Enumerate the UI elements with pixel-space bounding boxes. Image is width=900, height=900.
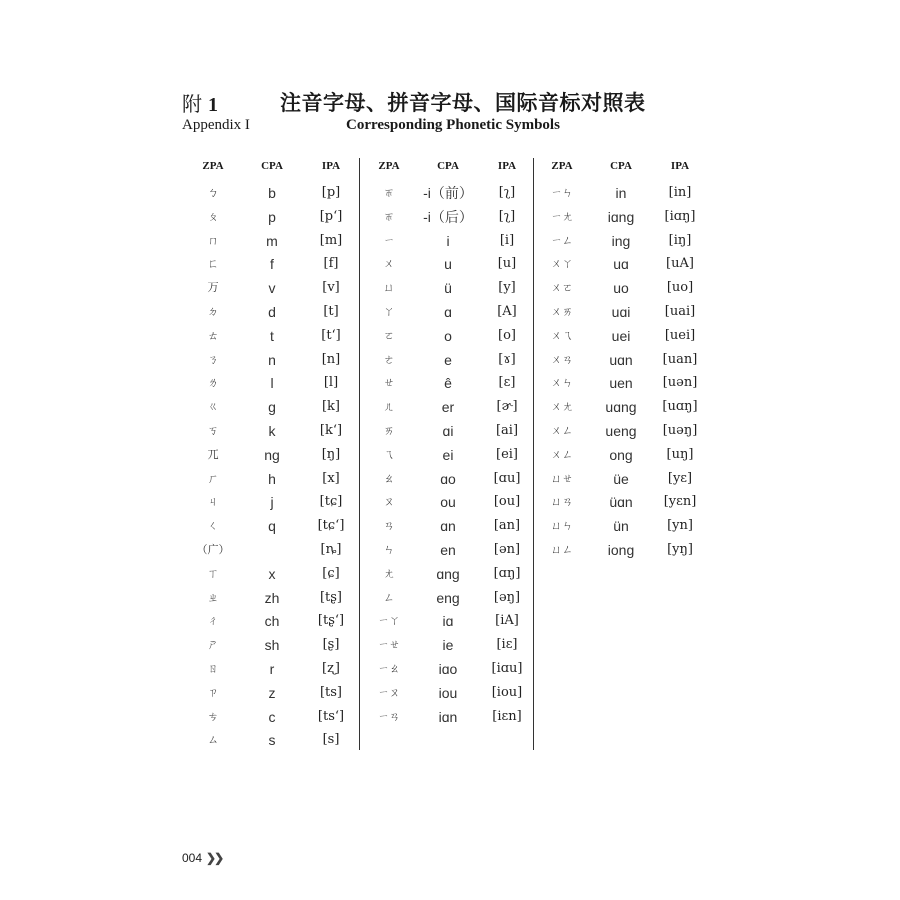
cpa-cell: uen	[609, 375, 633, 392]
cpa-cell: ng	[264, 446, 280, 463]
cpa-cell: sh	[264, 637, 280, 654]
zpa-cell: ㄙ	[207, 733, 219, 747]
ipa-cell: [ən]	[493, 541, 521, 557]
zpa-cell: ㄟ	[383, 447, 395, 461]
cpa-cell: üɑn	[609, 494, 633, 511]
ipa-cell: [an]	[493, 518, 521, 534]
cpa-cell: uɑng	[605, 399, 637, 416]
zpa-cell: ㄔ	[207, 614, 219, 628]
zpa-cell: ㄧㄝ	[378, 638, 400, 652]
ipa-cell: [ɛ]	[498, 375, 516, 391]
zpa-cell: ㄩㄣ	[551, 519, 573, 533]
zpa-cell: ㄧㄚ	[378, 614, 400, 628]
cpa-cell: iɑng	[607, 208, 635, 225]
zpa-cell: ㄨㄚ	[551, 257, 573, 271]
zpa-cell: ㄧㄥ	[551, 233, 573, 247]
column-header-cpa: CPA	[437, 160, 459, 172]
ipa-cell: [ts]	[319, 684, 343, 700]
ipa-cell: [ei]	[496, 446, 518, 462]
ipa-cell: [ai]	[495, 422, 519, 438]
cpa-cell: e	[444, 351, 452, 368]
cpa-cell: ɑo	[440, 470, 456, 487]
zpa-cell: ㄥ	[383, 590, 395, 604]
ipa-cell: [iɑŋ]	[664, 208, 696, 224]
cpa-cell: ou	[440, 494, 456, 511]
cpa-cell: u	[444, 256, 452, 273]
cpa-cell: uɑi	[611, 303, 631, 320]
cpa-cell: t	[270, 327, 274, 344]
zpa-cell: ㄏ	[207, 471, 219, 485]
zpa-cell: ㄨㄟ	[551, 328, 573, 342]
ipa-cell: [ɑŋ]	[493, 565, 521, 581]
cpa-cell: n	[268, 351, 276, 368]
zpa-cell: ㄧㄠ	[378, 661, 400, 675]
ipa-cell: [pʻ]	[319, 208, 343, 224]
ipa-cell: [ɚ]	[496, 399, 518, 415]
cpa-cell: i	[446, 232, 450, 249]
cpa-cell: m	[266, 232, 278, 249]
chevron-right-icon: ❯❯	[206, 851, 223, 865]
cpa-cell: o	[444, 327, 452, 344]
zpa-cell: ㄑ	[207, 519, 219, 533]
ipa-cell: [i]	[499, 232, 515, 248]
cpa-cell: uo	[613, 280, 629, 297]
zpa-cell: ㄨㄥ	[551, 447, 573, 461]
cpa-cell: ü	[444, 280, 452, 297]
cpa-cell: g	[268, 399, 276, 416]
ipa-cell: [iɛn]	[492, 708, 522, 724]
zpa-cell: ㄐ	[207, 495, 219, 509]
zpa-cell: ㄉ	[207, 304, 219, 318]
column-header-ipa: IPA	[321, 160, 341, 172]
zpa-cell: ㄨㄥ	[551, 423, 573, 437]
cpa-cell: eng	[436, 589, 460, 606]
zpa-cell: ㄗ	[207, 685, 219, 699]
zpa-cell: ㄣ	[383, 542, 395, 556]
cpa-cell: uɑ	[613, 256, 629, 273]
column-header-cpa: CPA	[610, 160, 632, 172]
ipa-cell: [ɤ]	[498, 351, 516, 367]
zpa-cell: ㄨ	[383, 257, 395, 271]
zpa-cell: ㄇ	[207, 233, 219, 247]
ipa-cell: [m]	[319, 232, 343, 248]
ipa-cell: [ɑu]	[493, 470, 521, 486]
ipa-cell: [kʻ]	[319, 422, 343, 438]
ipa-cell: [n]	[321, 351, 341, 367]
column-header-ipa: IPA	[497, 160, 517, 172]
cpa-cell: uɑn	[609, 351, 633, 368]
cpa-cell: üe	[613, 470, 629, 487]
page-footer	[182, 851, 222, 865]
ipa-cell: [ʐ]	[322, 660, 340, 676]
zpa-cell: ㄩㄢ	[551, 495, 573, 509]
zpa-cell: ㄧㄡ	[378, 685, 400, 699]
zpa-cell: ㄧ	[383, 233, 395, 247]
zpa-cell: ㄩㄝ	[551, 471, 573, 485]
zpa-cell: ㄒ	[207, 566, 219, 580]
zpa-cell: ㄭ	[383, 209, 395, 223]
cpa-cell: uei	[611, 327, 631, 344]
ipa-cell: [yŋ]	[667, 541, 693, 557]
cpa-cell: l	[270, 375, 274, 392]
zpa-cell: ㄨㄤ	[551, 400, 573, 414]
cpa-cell: ong	[609, 446, 633, 463]
ipa-cell: [uan]	[662, 351, 698, 367]
ipa-cell: [ŋ]	[321, 446, 341, 462]
ipa-cell: [x]	[322, 470, 340, 486]
cpa-cell: z	[268, 684, 276, 701]
page-number: 004	[182, 851, 203, 865]
zpa-cell: ㄨㄢ	[551, 352, 573, 366]
zpa-cell: ㄤ	[383, 566, 395, 580]
cpa-cell: r	[269, 660, 275, 677]
ipa-cell: [ȵ]	[320, 541, 342, 557]
zpa-cell: ㄩ	[383, 281, 395, 295]
column-header-zpa: ZPA	[202, 160, 224, 172]
cpa-cell: j	[270, 494, 274, 511]
zpa-cell: ㄛ	[383, 328, 395, 342]
cpa-cell: d	[268, 303, 276, 320]
column-divider	[533, 158, 534, 750]
ipa-cell: [v]	[322, 280, 340, 296]
cpa-cell: ɑ	[444, 303, 452, 320]
cpa-cell: s	[268, 732, 276, 749]
zpa-cell: ㄡ	[383, 495, 395, 509]
ipa-cell: [yn]	[667, 518, 693, 534]
cpa-cell: ing	[611, 232, 631, 249]
cpa-cell: q	[268, 518, 276, 535]
ipa-cell: [yɛ]	[667, 470, 693, 486]
cpa-cell: er	[441, 399, 455, 416]
zpa-cell: ㄨㄛ	[551, 281, 573, 295]
cpa-cell: ɑng	[436, 565, 460, 582]
ipa-cell: [tɕʻ]	[317, 518, 345, 534]
cpa-cell: en	[440, 541, 456, 558]
ipa-cell: [iɑu]	[491, 660, 523, 676]
cpa-cell: iou	[438, 684, 458, 701]
ipa-cell: [iŋ]	[668, 232, 692, 248]
cpa-cell: x	[268, 565, 276, 582]
column-header-zpa: ZPA	[378, 160, 400, 172]
page-title-cn: 注音字母、拼音字母、国际音标对照表	[280, 91, 646, 115]
zpa-cell: ㄜ	[383, 352, 395, 366]
zpa-cell: ㄓ	[207, 590, 219, 604]
zpa-cell: ㄦ	[383, 400, 395, 414]
ipa-cell: [uŋ]	[666, 446, 694, 462]
cpa-cell: zh	[264, 589, 280, 606]
zpa-cell: ㄧㄢ	[378, 709, 400, 723]
ipa-cell: [p]	[321, 185, 341, 200]
zpa-cell: （ㄬ）	[196, 542, 230, 556]
cpa-cell: ê	[444, 375, 452, 392]
cpa-cell: ch	[264, 613, 280, 630]
ipa-cell: [tʂ]	[319, 589, 343, 605]
ipa-cell: [ʂ]	[322, 637, 340, 653]
cpa-cell: -i（后）	[423, 208, 473, 225]
ipa-cell: [tsʻ]	[317, 708, 345, 724]
cpa-cell: -i（前）	[423, 185, 473, 201]
zpa-cell: ㄫ	[207, 447, 219, 461]
zpa-cell: ㄝ	[383, 376, 395, 390]
ipa-cell: [yɛn]	[663, 494, 697, 510]
appendix-label-en: Appendix I	[182, 117, 250, 133]
ipa-cell: [y]	[498, 280, 516, 296]
zpa-cell: ㄖ	[207, 661, 219, 675]
zpa-cell: ㄊ	[207, 328, 219, 342]
zpa-cell: ㄠ	[383, 471, 395, 485]
ipa-cell: [uei]	[664, 327, 696, 343]
ipa-cell: [in]	[668, 185, 692, 200]
cpa-cell: iɑn	[438, 708, 458, 725]
zpa-cell: ㄎ	[207, 423, 219, 437]
ipa-cell: [tʂʻ]	[317, 613, 345, 629]
ipa-cell: [ʅ]	[498, 208, 516, 224]
ipa-cell: [f]	[323, 256, 339, 272]
ipa-cell: [ʅ]	[498, 185, 516, 200]
zpa-cell: ㄆ	[207, 209, 219, 223]
cpa-cell: k	[268, 422, 276, 439]
cpa-cell: iong	[607, 541, 635, 558]
column-divider	[359, 158, 360, 750]
ipa-cell: [uai]	[664, 303, 696, 319]
zpa-cell: ㄋ	[207, 352, 219, 366]
cpa-cell: in	[615, 185, 627, 201]
ipa-cell: [ou]	[493, 494, 521, 510]
zpa-cell: ㄧㄤ	[551, 209, 573, 223]
ipa-cell: [s]	[322, 732, 340, 748]
cpa-cell: ie	[442, 637, 454, 654]
zpa-cell: ㄅ	[207, 186, 219, 199]
ipa-cell: [l]	[323, 375, 339, 391]
zpa-cell: ㄭ	[383, 186, 395, 199]
cpa-cell: b	[268, 185, 276, 201]
cpa-cell: v	[268, 280, 276, 297]
ipa-cell: [uA]	[666, 256, 694, 272]
zpa-cell: ㄘ	[207, 709, 219, 723]
ipa-cell: [o]	[498, 327, 516, 343]
ipa-cell: [A]	[497, 303, 517, 319]
ipa-cell: [uəŋ]	[662, 422, 698, 438]
column-header-cpa: CPA	[261, 160, 283, 172]
cpa-cell: h	[268, 470, 276, 487]
ipa-cell: [uo]	[666, 280, 694, 296]
zpa-cell: ㄞ	[383, 423, 395, 437]
ipa-cell: [əŋ]	[493, 589, 521, 605]
ipa-cell: [iɛ]	[496, 637, 518, 653]
zpa-cell: ㄌ	[207, 376, 219, 390]
ipa-cell: [tɕ]	[319, 494, 343, 510]
cpa-cell: c	[268, 708, 276, 725]
zpa-cell: ㄕ	[207, 638, 219, 652]
zpa-cell: ㄩㄥ	[551, 542, 573, 556]
column-header-ipa: IPA	[670, 160, 690, 172]
zpa-cell: ㄨㄣ	[551, 376, 573, 390]
ipa-cell: [ɕ]	[322, 565, 340, 581]
cpa-cell: p	[268, 208, 276, 225]
ipa-cell: [iou]	[491, 684, 523, 700]
appendix-label: 附 1	[182, 94, 218, 116]
cpa-cell: ɑi	[442, 422, 454, 439]
zpa-cell: ㄧㄣ	[551, 186, 573, 199]
ipa-cell: [t]	[323, 303, 339, 319]
cpa-cell: ün	[613, 518, 629, 535]
page-title-en: Corresponding Phonetic Symbols	[346, 117, 560, 133]
cpa-cell: iɑ	[442, 613, 454, 630]
zpa-cell: ㄪ	[207, 281, 219, 295]
ipa-cell: [uən]	[662, 375, 698, 391]
cpa-cell: f	[270, 256, 274, 273]
zpa-cell: ㄨㄞ	[551, 304, 573, 318]
cpa-cell: iɑo	[438, 660, 458, 677]
ipa-cell: [uɑŋ]	[662, 399, 698, 415]
cpa-cell: ei	[442, 446, 454, 463]
zpa-cell: ㄢ	[383, 519, 395, 533]
cpa-cell: ɑn	[440, 518, 456, 535]
column-header-zpa: ZPA	[551, 160, 573, 172]
ipa-cell: [iA]	[495, 613, 519, 629]
ipa-cell: [u]	[497, 256, 517, 272]
zpa-cell: ㄍ	[207, 400, 219, 414]
ipa-cell: [tʻ]	[321, 327, 341, 343]
zpa-cell: ㄚ	[383, 304, 395, 318]
cpa-cell: ueng	[605, 422, 637, 439]
zpa-cell: ㄈ	[207, 257, 219, 271]
ipa-cell: [k]	[321, 399, 341, 415]
